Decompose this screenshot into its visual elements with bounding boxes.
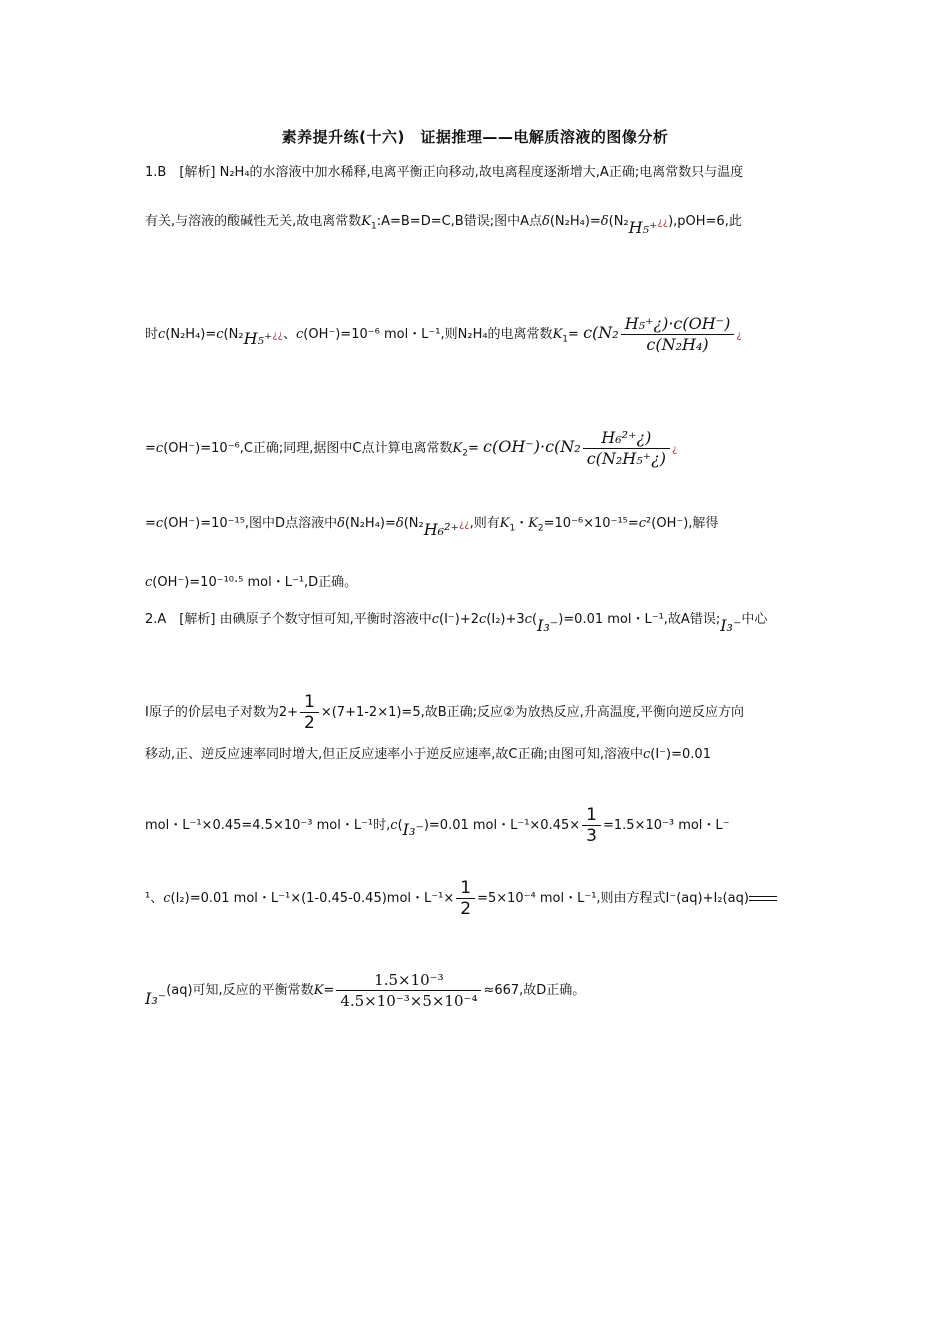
q2-line-3: 移动,正、逆反应速率同时增大,但正反应速率小于逆反应速率,故C正确;由图可知,溶液中c(I⁻)=0.01 — [145, 747, 711, 762]
k1-fraction: $\frac{\text{H₅⁺¿)·c(OH⁻)}}{\text{c(N₂H₄)}}$ — [621, 314, 735, 355]
q1-line-1: 1.B [解析] N₂H₄的水溶液中加水稀释,电离平衡正向移动,故电离程度逐渐增大,A正确;电离常数只与温度 — [145, 165, 744, 180]
equilibrium-arrow — [749, 896, 777, 902]
q1-line-6: c(OH⁻)=10⁻¹⁰·⁵ mol・L⁻¹,D正确。 — [145, 575, 358, 590]
q1-line-5: =c(OH⁻)=10⁻¹⁵,图中D点溶液中δ(N₂H₄)=δ(N₂H₆²⁺¿¿,则有$K_1$・$K_2=10^{-6}\times 10^{-15}=c^2(OH^-)$,解得 — [145, 516, 719, 539]
page-title: 素养提升练(十六) 证据推理——电解质溶液的图像分析 — [281, 128, 669, 146]
q2-line-5: ¹、c(I₂)=0.01 mol・L⁻¹×(1-0.45-0.45)mol・L⁻¹× $\frac{1}{2}$ =5×10⁻⁴ mol・L⁻¹,则由方程式I⁻(aq)+I₂(aq) — [145, 878, 777, 919]
q1-line-2: 有关,与溶液的酸碱性无关,故电离常数$K_1:A=B=D=C,B$错误;图中A点δ(N₂H₄)=δ(N₂H₅⁺¿¿),pOH=6,此 — [145, 214, 742, 237]
k2-fraction: $\frac{\text{H₆²⁺¿)}}{\text{c(N₂H₅⁺¿)}}$ — [583, 428, 670, 469]
q2-line-1: 2.A [解析] 由碘原子个数守恒可知,平衡时溶液中c(I⁻)+2c(I₂)+3c(I₃⁻)=0.01 mol・L⁻¹,故A错误;I₃⁻中心 — [145, 612, 768, 635]
k-fraction: $\frac{\text{1.5×10⁻³}}{\text{4.5×10⁻³×5×10⁻⁴}}$ — [336, 970, 481, 1011]
q2-line-4: mol・L⁻¹×0.45=4.5×10⁻³ mol・L⁻¹时,c(I₃⁻)=0.01 mol・L⁻¹×0.45× $\frac{1}{3}$ =1.5×10⁻³ mol・L⁻ — [145, 805, 730, 846]
q1-line-4: =c(OH⁻)=10⁻⁶,C正确;同理,据图中C点计算电离常数$K_2= c(OH^-)\cdot c(N_2$ $\frac{\text{H₆²⁺¿)}}{\text{c(N₂H₅⁺¿)}}$ ¿ — [145, 428, 678, 468]
q2-line-6: I₃⁻(aq)可知,反应的平衡常数K= $\frac{\text{1.5×10⁻³}}{\text{4.5×10⁻³×5×10⁻⁴}}$ ≈667,故D正确。 — [145, 971, 586, 1010]
half-fraction-2: $\frac{1}{2}$ — [456, 878, 475, 919]
q1-answer-label: 1.B [解析] — [145, 165, 216, 180]
half-fraction: $\frac{1}{2}$ — [300, 692, 319, 733]
q2-answer-label: 2.A [解析] — [145, 612, 216, 627]
third-fraction: $\frac{1}{3}$ — [582, 805, 601, 846]
q2-line-2: I原子的价层电子对数为2+ $\frac{1}{2}$ ×(7+1-2×1)=5,故B正确;反应②为放热反应,升高温度,平衡向逆反应方向 — [145, 692, 744, 733]
q1-line-3: 时c(N₂H₄)=c(N₂H₅⁺¿¿、c(OH⁻)=10⁻⁶ mol・L⁻¹,则N₂H₄的电离常数$K_1= c(N_2$ $\frac{\text{H₅⁺¿)·c(OH⁻)}}{\text{c(N₂H₄)}}$ ¿ — [145, 314, 742, 354]
